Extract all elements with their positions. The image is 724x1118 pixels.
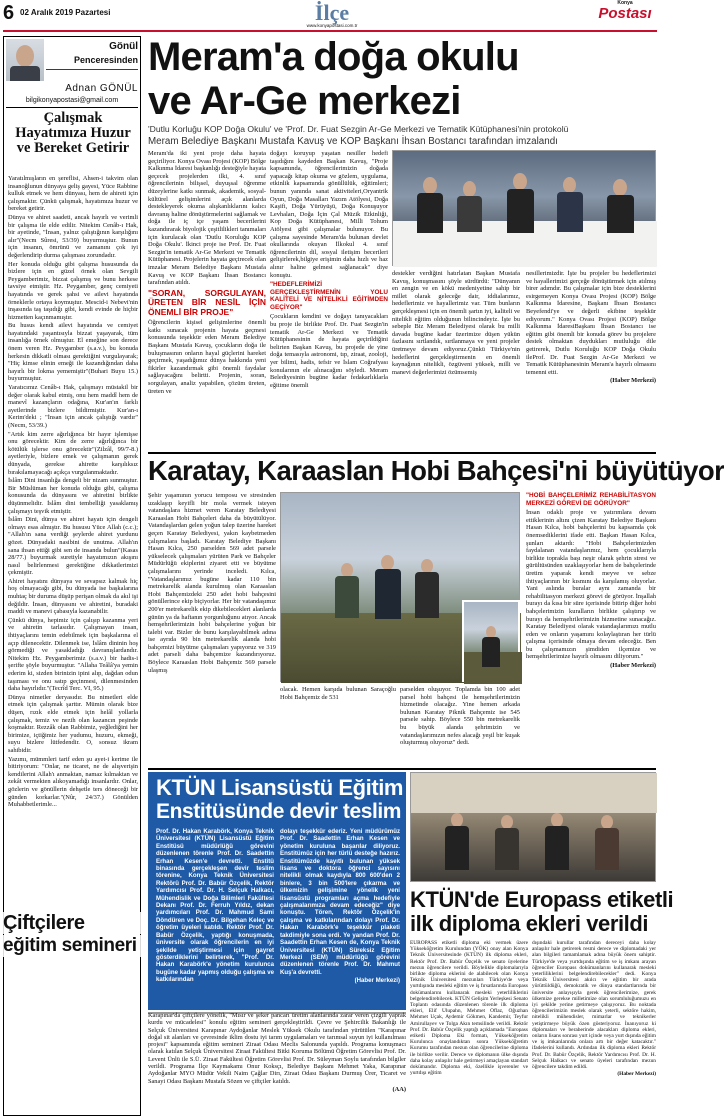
karatay-caption-col xyxy=(280,686,396,764)
brand-logo-name: Postası xyxy=(598,5,652,22)
issue-date: 02 Aralık 2019 Pazartesi xyxy=(20,8,111,17)
column-paragraph: Yaratılmışların en şereflisi, Ahsen-i takvim olan insanoğlunun dünyaya geliş gayesi, Yüce Rabbine kulluk etmek ve hem dünyası, hem de ahireti için çalışmaktır. Çünkü çalışmak, hayatımıza huzur ve bereket getirir. xyxy=(8,175,138,213)
ktun-institute-col1 xyxy=(156,828,274,1006)
meram-col1-text: Meram'da iki yeni proje daha hayata geçiriliyor. Konya Ovası Projesi (KOP) Bölge Kalkınma İdaresi başkanlığı desteğiyle hayata geçecek projelerden ilki, 4. sınıf öğrencilerinin bilişsel, duyuşsal öğrenme düzeylerine katkı sunmak, akademik, sosyal- kültürel gelişimlerini açık alanlarda destekleyerek okuma alışkanlıklarını kalıcı davranış haline dönüştürmelerini sağlamak ve doğa ile iç içe yaşam becerilerini kazandırarak biyolojik çeşitlilikleri tanımaları için kurulacak olan 'Dutlu Koruluğu KOP Doğa Okulu'. İkinci proje ise Prof. Dr. Fuat Sezgin'in tematik Ar-Ge Merkezi ve Tematik Kütüphanesi. Projelerin hayata geçirecek olan imzalar Meram Belediye Başkanı Mustafa Kavuş ve KOP Başkanı İhsan Bostancı tarafından atıldı. xyxy=(148,150,266,287)
europass-col2 xyxy=(532,940,656,1116)
columnist-name: Adnan GÖNÜL xyxy=(65,83,138,94)
seminar-headline-line2: eğitim semineri xyxy=(0,935,146,957)
meram-highlight-2: "HEDEFLERİMİZİ GERÇEKLEŞTİRMENİN YOLU KALİTELİ VE NİTELİKLİ EĞİTİMDEN GEÇİYOR" xyxy=(270,281,388,311)
brand-logo xyxy=(590,0,660,24)
seminar-byline: (AA) xyxy=(392,1085,406,1093)
karatay-side-text: İnsan odaklı proje ve yatırımlara devam ettiklerinin altını çizen Karatay Belediye Başkanı Hasan Kılca, hobi bahçelerini bu kapsamda çok önemsediklerini ifade etti. Başkan Hasan Kılca, şunları aktardı: "Hobi Bahçelerimizden faydalanan vatandaşlarımız, hem çocuklarıyla birlikte toprakla başı neşir olarak şehrin stresi ve gürültüsünden uzaklaşıyorlar hem de bahçelerinde üretim yaparak kendi meyve ve sebze ihtiyaçlarının bir kısmını da karşılamış oluyorlar. Yani aslında buralar aynı zamanda bir rehabilitasyon merkezi görevi de görüyor. İnşallah burayı da kısa bir süre içerisinde bitirip diğer hobi bahçelerimizin kuralların birlikte çalıştırıp ve burayı da hemşehrilerimizin hizmetine sunacağız. Karatay Belediyesi olarak vatandaşlarımızı mutlu eden ve onların yaşamını kolaylaştıran her türlü çalışma içerisinde olmaya devam edeceğiz. Ben bu çalışmamızın şimdiden ilçemize ve hemşehrilerimize hayırlı olmasını diliyorum." xyxy=(526,509,656,661)
karatay-headline: Karatay, Karaaslan Hobi Bahçesi'ni büyütüyor xyxy=(148,455,724,486)
column-paragraph: Dünya nimetler deryasıdır. Bu nimetleri elde etmek için çalışmak şarttır. Mümin olarak bize düşen, rızık elde etmek için helâl yollarla çalışmak, temiz ve nezih olan kazancın peşinde koşmaktır. Rezzâk olan Rabbimiz, yeğlediğini her birimize, içtiğimiz her yudumu, huzuru, ekmeği, suyu bizlere lütfedendir. O, sonsuz ikram sahibidir. xyxy=(8,693,138,754)
column-paragraph: İslâm Dini, dünya ve ahiret hayatı için dengeli olmayı esas almıştır. Bu hususu Yüce Allah (c.c.); "Allah'ın sana verdiği şeylerde ahiret yurdunu gözet. Dünyadaki nasibini de unutma. Allah'ın sana ihsan ettiği gibi sen de insanda bulun"(Kasas 28/77.) buyurmak suretiyle hayatımızın akışını nasıl belirlenmesi gerektiğine dikkatlerimizi çekmiştir. xyxy=(8,516,138,577)
section-title: İlçe xyxy=(314,0,350,25)
meram-col2-text: doğayı koruyup yaşatan nesiller hedefi taşıdığını kaydeden Başkan Kavuş, "Proje kapsamında, öğrencilerimizin doğada yapacağı kitap okuma ve gözlem, uygulama, etkinlik kapsamında gönüllülük, eğitimleri; bunun yanında sanat aktiviteleri,Oryantrik Oyun, Doğa Masalları Yazım Atölyesi, Doğa Kaşifi, Doğa Yürüyüşü, Doğa Konuşuyor Levhaları, Doğa İçin Çal Müzik Etkinliği, Kop Doğa Kütüphanesi, Milli Tohum Atölyesi gibi çalışmalar bulunuyor. Bu çalışma sayesinde Meram'da bulunan devlet okullarında okuyan İlkokul 4. sınıf öğrencilerinin dil, sosyal iletişim becerileri gelişirlerek,bilgiye erişimin daha hızlı ve haz alınır haline gelmesi sağlanacak" diye konuştu. xyxy=(270,150,388,279)
column-paragraph: "Artık kim zerre ağırlığınca bir hayır işlemişse onu görecektir. Kim de zerre ağırlığınca bir kötülük işlerse onu görecektir"(Zilzâl, 99/7-8.) ayetleriyle, bizlere emek ve çalışmanın gerek dünyada, gerekse ahirette karşılıksız bırakılamayacağı açıkça vurgulanmaktadır. xyxy=(8,430,138,476)
column-title-line1: Gönül xyxy=(109,41,138,52)
meram-col3-text: destekler verdiğini hatırlatan Başkan Mustafa Kavuş, konuşmasını şöyle sürdürdü: "Dünyanın en zengin ve en kökü medeniyetine sahip bir millet olarak geleceğe dair, iddialarımız, hedeflerimiz ve hayallerimiz var. Tüm bunların gerçekleşmesi için en önemli şartın iyi, kaliteli ve nitelikli eğitim olduğunun bilincindeyiz. İşte bu sebeple Biz Meram Belediyesi olarak bu milli davada bugüne kadar üzerimize düşen yükün fazlasını sırtlandık, sırtlanmaya ve yeni projeler üretmeye devam ediyoruz.Çünkü Türkiye'nin hedeflerini gerçekleştirmenin en önemli kaynağının nitelikli, özgüveni yüksek, milli ve manevi değerlerimizi özümsemiş xyxy=(392,270,520,376)
columnist-email: bilgikonyapostasi@gmail.com xyxy=(25,97,119,104)
europass-col1-text: EUROPASS etiketli diploma eki vermek üzere Yükseköğretim Kurulundan (YÖK) onay alan Konya Teknik Üniversitesinde (KTÜN) ilk diploma ekleri, Rektör Prof. Dr. Babür Özçelik ve senato üyelerine mezun öğrencilere verildi. Böylelikle diplomalarıyla birlikte diploma eklerini de alabilecek olan Konya Teknik Üniversitesi mezunları Türkiye'de veya yurtdışında mesleki eğitim ve iş fırsatlarında Europass dokümanlarını kullanarak mesleki yeterliliklerini belgelendirebilecek. KTÜN Gelişim Yerleşkesi Senato Toplantı odasında düzenlenen törenle ilk diploma ekleri, Elif Ulupahn, Mehmet Oflaz, Oğuzhan Mehmet Uçak, Aydemir Gökmen, Kandemir, Teyfur Amirullayev ve Tolga Akın temsilinde verildi. Rektör Prof. Dr. Babür Özçelik yaptığı açıklamada "Europass etiketli Diploma Eki formatı, Yükseköğretim Kurulunca onaylandıktan sonra Yükseköğretim Kurumu tarafından mezun olan öğrencilerine diploma ile birlikte verilir. Derece ve diplomanın ülke dışında daha kolay anlaşılır hale getirmeyi amaçlayan standart dokümandır. Diploma eki, özellikle işverenler ve yurtdışı eğitim xyxy=(410,940,528,1077)
column-paragraph: Çünkü dünya, hepimiz için çalışıp kazanma yeri ve ahiretin tarlasıdır. Çalışmayan insan, ihtiyaçlarını temin edebilmek için başkalarına el açıp dilenecektir. Dilenmek ise, İslâm dininin hoş görmediği ve yasakladığı davranışlardandır. Nitekim Hz. Peygamberimiz (s.a.v.) bir hadis-i şerifte şöyle buyurmuştur. "Allaha Teâlâ'ya yemin ederim ki, sizden birinizin ipini alıp, dağdan odun taşıması ve onu satıp geçinmesi, dilenmesinden daha hayırlıdır."(Tecrîd Terc. VI, 95.) xyxy=(8,616,138,693)
karatay-garden-photo-small xyxy=(462,600,520,682)
europass-headline-line2: ilk diploma ekleri verildi xyxy=(410,911,648,936)
meram-byline: (Haber Merkezi) xyxy=(610,377,656,385)
column-paragraph: Yaratıcımız Cenâb-ı Hak, çalışmayı müstakil bir değer olarak kabul etmiş, onu hem maddî hem de manevî kazançların odağına, Kur'an'ın farklı ayetlerinde bizlere bildirmiştir. Kur'an-ı Kerim'deki ; "İnsan için ancak çalıştığı vardır" (Necm, 53/39.) xyxy=(8,384,138,429)
ktun-institute-col2 xyxy=(280,828,400,1006)
column-paragraph: Dünya ve ahiret saadeti, ancak hayırlı ve verimli bir çalışma ile elde edilir. Nitekim Cenâb-ı Hak, bir ayetinde, "İnsan, yalnız çalıştığının karşılığını alır"(Necm Sûresi, 53/39) buyurmuştur. Bunun için insanın, ömrünü ve zamanını çok iyi değerlendirip durma çalışması zorundadır. xyxy=(8,213,138,259)
europass-byline: (Haber Merkezi) xyxy=(617,1071,656,1078)
seminar-text: Karapınar'da çiftçilere yönelik, "Mısır ve şeker pancarı üretim alanlarında zarar veren çizgili yaprak kurdu ve mücadelesi" konulu eğitim semineri gerçekleştirildi. Çevre ve Şehircilik Bakanlığı ile Selçuk Üniversitesi Karapınar Aydoğanlar Meslek Yüksek Okulu tarafından yürütülen "Karapınar doğal sit alanları ve çevresinde iklim dostu iyi tarım uygulamaları ve tarımsal suyun iyi kullanılması projesi" kapsamında eğitim semineri Ziraat Odası Meclis Salonunda yapıldı. Programa konuşmacı olarak katılan Selçuk Üniversitesi Ziraat Fakültesi Bitki Koruma Bölümü Öğretim Görevlisi Prof. Dr. Levent Ünlü ile S.Ü. Ziraat Fakültesi Öğretim Görevlisi Prof. Dr. Süleyman Soylu tarafından bilgiler verildi. Programa İlçe Kaymakamı Onur Koksçı, Belediye Başkanı Mehmet Yaka, Karapınar Aydoğanlar MYO Müdür Vekili Naim Çağlar Dirı, Ziraat Odası Başkanı Durmuş Ürer, Ticaret ve Sanayi Odası Başkanı Mustafa Sözen ve çiftçiler katıldı. xyxy=(148,1012,406,1085)
ktun-ceremony-photo xyxy=(410,772,656,882)
meram-col4 xyxy=(526,270,656,450)
meram-headline-line2: ve Ar-Ge merkezi xyxy=(148,79,461,123)
column-paragraph: Ahiret hayatını dünyaya ve sevapsız kalmak hiç hoş olmayacağı gibi, bu dünyada ise başkalarına muhtaç bir duruma düşüp perişan olmak da akıl işi değildir. İnsan, dünyasını ve ahiretini, buradaki maddi ve manevi çabasıyla kazanabilir. xyxy=(8,577,138,616)
separator-1 xyxy=(148,452,656,454)
column-body xyxy=(8,175,138,1109)
column-headline: Çalışmak Hayatımıza Huzur ve Bereket Getirir xyxy=(15,110,131,156)
page-number: 6 xyxy=(3,2,14,24)
site-url: www.konyapostasi.com.tr xyxy=(306,23,358,28)
europass-col2-text: dışındaki kurullar tarafından dereceyi daha kolay anlaşılır hale getirerek resmi derece ve diplomadaki yer alan bilgileri tamamlamak adına büyük önem sahiptir. Türkiye'de veya yurtdışında eğitim ve iş imkanı arayan öğrenciler Europass dokümanlarını kullanarak mesleki yeterliliklerini belgelendirebilecekler" dedi. Konya Teknik Üniversitesi akılcı ve eğitim bir arada yürüttüldüğü, demokratik ve dünya standartlarında bir üniversite anlayışıyla gerek öğrencilerimize, gerek ülkemize gerekse milletimize olan sorumluluğumuzu en iyi şekilde yerine getirmeye çalışıyoruz. Bu noktada öğrencilerimizin meslek olarak yeterli, sektöre hakim, nitelikli mühendisler, mimarlar ve teknikerler yetiştirmeye büyük özen gösteriyoruz. İnanıyoruz ki diplomaları ve beraberinde alacakları diploma ekleri, onların lisans sonrası yurt içinde veya yurt dışında eğitim ve iş imkanlarında onlara artı bir değer katacaktır." ifadelerini kullandı. Ardından ilk diploma ekleri Rektör Prof. Dr. Babür Özçelik, Rektör Yardımcısı Prof. Dr. H. Selçuk Halkacı ve senato üyeleri tarafından mezun öğrencilere takdim edildi. xyxy=(532,940,656,1071)
meram-col4-text: nesillerimizdir. İşte bu projeler bu hedeflerimizi ve hayallerimizi gerçeğe dönüştürmek için atılmış birer adımdır. Bu çalışmalar için bize desteklerini esirgemeyen Konya Ovası Projesi (KOP) Bölge Kalkınma İdaresine, Başkanı İhsan Bostancı Beyefendi'ye ve değerli ekibine teşekkür ediyorum." Konya Ovası Projesi (KOP) Bölge Kalkınma İdaresiBaşkanı İhsan Bostancı ise eğitim gibi önemli bir konuda görev bu projelere destek olmaktan duydukları mutluluğu dile getirerek, Dutlu Koruluğu KOP Doğa Okulu ileProf. Dr. Fuat Sezgin Ar-Ge Merkezi ve Tematik Kütüphanesinin Meram'a hayırlı olmasını temenni etti. xyxy=(526,270,656,376)
author-rule xyxy=(46,69,138,70)
meram-col1 xyxy=(148,150,266,450)
europass-headline-line1: KTÜN'de Europass etiketli xyxy=(410,887,674,912)
seminar-headline-line1: Çiftçilere xyxy=(0,912,146,934)
ktun-institute-box xyxy=(148,772,406,1010)
karatay-col3-text: parselden oluşuyor. Toplamda bin 100 adet parsel hobi bahçesi ile hemşehrilerimizin hizmetinde olacağız. Yine hemen arkada bulunan Karatay Piknik Bahçemiz ise 545 parsele sahip. Böylece 550 bin metrekarelik bu büyük alanda şehrimizin ve vatandaşlarımızın nefes alacağı yeşil bir kuşak oluşturmuş oluyoruz" dedi. xyxy=(400,686,520,747)
karatay-col1-text: Şehir yaşamının yorucu temposu ve stresinden uzaklaşıp keyifli bir mola vermek isteyen vatandaşlara hizmet veren Karatay Belediyesi Karaaslan Hobi Bahçeleri daha da büyütülüyor. Vatandaşlardan gelen yoğun talep üzerine hareket geçen Karatay Belediyesi, yakın kaybetmeden çalışmalara başladı. Karatay Belediye Başkanı Hasan Kılca, 250 parselden 569 adet parsele yükselecek çalışmaları yürüten Park ve Bahçeler Müdürlüğü ekiplerini ziyaret etti ve büyütme çalışmalarını yerinde inceledi. Kılca, "Vatandaşlarımız bugüne kadar 110 bin metrekarelik alanda kurulmuş olan Karaaslan Hobi Bahçemizdeki 250 adet hobi bahçesini gönüllerince ekip biçiyorlar. Her bir vatandaşımız 200'er metrekarelik ekip dikebilecekleri alanlarda günün ya da haftanın yorgunluğunu atıyor. Ancak hemşehrilerimizin hobi bahçelerine yoğun bir talebi var. Bizler de bunu karşılayabilmek adına ise ayrıda 90 bin metrekarelik alanda hobi bahçemizi büyütme çalışmaları yapıyoruz ve 319 adet parseli daha bahçemize kazandırıyoruz. Böylece Karaaslan Hobi Bahçemiz 569 parsele ulaşmış xyxy=(148,492,276,674)
column-paragraph: İslâm Dini insanlığa dengeli bir nizam sunmuştur. Bir Müslüman her konuda olduğu gibi, çalışma konusunda da dünyasını ve ahiretini birlikte düşünmelidir. İslâm dini tembelliği yasaklamış çalışmayı teşvik etmiştir. xyxy=(8,477,138,515)
europass-col1 xyxy=(410,940,528,1116)
seminar-body xyxy=(148,1012,406,1116)
meram-deck-line2: Meram Belediye Başkanı Mustafa Kavuş ve KOP Başkanı İhsan Bostancı tarafından imzalandı xyxy=(148,136,558,147)
column-paragraph: Yazımı, mümmleri tarif eden şu ayet-i kerime ile bitiriyorum: "Onlar, ne ticaret, ne de alışverişin kendilerini Allah'ı anmaktan, namaz kılmaktan ve zekât vermekten alıkoyamadığı insanlardır. Onlar, gözlerin ve gönüllerin dehşetle ters döneceği bir günden korkarlar."(Nûr, 24/37.) Gönülden Muhabbetlerimle... xyxy=(8,755,138,809)
ktun-institute-col2-text: dolayı teşekkür ederiz. Yeni müdürümüz Prof. Dr. Saadettin Erhan Kesen ve yönetim kuruluna başarılar diliyoruz. Enstitümüz için her türlü desteğe hazırız. Enstitümüzde kayıtlı bulunan yüksek lisans ve doktora öğrenci sayısını nitelikli olmak kaydıyla 800 600'den 2 binlere, 3 bin 500'lere çıkarma ve ülkemizin gelişimine yönelik yeni lisansüstü programları açma hedefiyle çalışmalarımıza devam edeceğiz" diye konuştu. Tören, Rektör Özçelik'in çalışma ve katkılarından dolayı Prof. Dr. Hakan Karabörk'e teşekkür plaketi takdimiyle sona erdi. Ye yandan Prof. Dr. Saadettin Erhan Kesen de, Konya Teknik Üniversitesi (KTÜN) Süreksiz Eğitim Merkezi (SEM) müdürlüğü görevini düzenlenen törenle Prof. Dr. Mahmut Kuş'a devretti. xyxy=(280,828,400,976)
ktun-institute-col1-text: Prof. Dr. Hakan Karabörk, Konya Teknik Üniversitesi (KTÜN) Lisansüstü Eğitim Enstitüsü müdürlüğü görevini düzenlenen törenle Prof. Dr. Saadettin Erhan Kesen'e devretti. Enstitü binasında gerçekleşen devir teslim törenine, Konya Teknik Üniversitesi Rektörü Prof. Dr. Babür Özçelik, Rektör Yardımcısı Prof. Dr. H. Selçuk Halkacı, Mühendislik ve Doğa Bilimleri Fakültesi Dekanı Prof. Dr. Ferruh Yıldız, dekan yardımcıları Prof. Dr. Mahmud Sami Döndüren ve Doç. Dr. Bilgehan Keleç ve öğretim üyeleri katıldı. Rektör Prof. Dr. Babür Özçelik, yaptığı konuşmada, üniversite olarak öğrencilerin en iyi şekilde yetiştirmesi için gayret gösterdiklerini belirterek, "Prof. Dr. Hakan Karabörk'e yönetim kurulunca bugüne kadar yapmış olduğu çalışma ve katkılarından xyxy=(156,828,274,984)
meram-col3 xyxy=(392,270,520,450)
meram-col2b-text: Çocukların kendini ve doğayı tanıyacakları bu proje ile birlikte Prof. Dr. Fuat Sezgin'in tematik Ar-Ge Merkezi ve Tematik Kütüphanesinin de hayata geçirildiğini belirten Başkan Kavuş, bu projede de yine doğa temasıyla astronomi, tıp, ziraat, zooloji, yer bilimi, hadis, tefsir ve İslam Coğrafyası konularının ele alınacağını söyledi. Meram Belediyesinin bugüne kadar fedakarlıklarla eğitime önemli xyxy=(270,313,388,389)
karatay-highlight: "HOBİ BAHÇELERİMİZ REHABİLİTASYON MERKEZİ GÖREVİ DE GÖRÜYOR" xyxy=(526,492,656,507)
page-header xyxy=(0,0,660,30)
email-rule xyxy=(6,107,138,108)
karatay-caption: olacak. Hemen karşıda bulunan Saraçoğlu Hobi Bahçemiz de 531 xyxy=(280,686,396,701)
meram-headline-line1: Meram'a doğa okulu xyxy=(148,35,519,79)
column-paragraph: Her konuda olduğu gibi çalışma hususunda da bizlere için en güzel örnek olan Sevgili Peygamberimiz, bizzat çalışmış ve bunu herkese tavsiye etmiştir. Hz. Peygamber, genç cemiyeti hayatında ve gerek şahsi ve ailevi hayatında örneklerle ortaya koymuştur. Mescid-i Nebevi'nin inşasında taş taşıdığı gibi, kendi evinde de hiçbir hizmetten kaçınmamıştır. xyxy=(8,260,138,321)
meram-deck-line1: 'Dutlu Korluğu KOP Doğa Okulu' ve 'Prof. Dr. Fuat Sezgin Ar-Ge Merkezi ve Tematik Kütüphanesi'nin protokolü xyxy=(148,124,569,134)
separator-2 xyxy=(148,768,656,770)
karatay-col1 xyxy=(148,492,276,764)
ktun-institute-headline-line1: KTÜN Lisansüstü Eğitim xyxy=(156,775,404,800)
karatay-side-col xyxy=(526,492,656,766)
meram-col1b-text: Öğrencilerin kişisel gelişimlerine önemli katkı sunacak projenin hayata geçmesi konusunda teşekkür eden Meram Belediye Başkanı Mustafa Kavuş, çocukların doğa ile buluşmasının onların hayal güçlerini hareket geçirmek, yaşadığımız dünya hakkında yeni fikirler kazandırmak gibi önemli faydalar sağlayacağını belirtti. Projenin, soran, sorgulayan, analiz yapabilen, çözüm üreten, üreten ve xyxy=(148,319,266,395)
brand-logo-top: Konya xyxy=(617,0,633,6)
header-rule xyxy=(3,30,657,32)
meram-highlight-1: "SORAN, SORGULAYAN, ÜRETEN BİR NESİL İÇİN ÖNEMLİ BİR PROJE" xyxy=(148,287,266,317)
ktun-institute-byline: (Haber Merkezi) xyxy=(354,977,400,985)
meram-col2 xyxy=(270,150,388,450)
column-paragraph: Bu husus kendi ailevi hayatında ve cemiyet hayatındaki yaşantısıyla bizzat yaşayarak, tüm insanlığa örnek olmuştur. El emeğine son derece önem veren Hz. Peygamber (s.a.v.), bu konuda herkesin dikkatli olması gerektiğini vurgulayarak; "Hiç kimse elinin emeği ile kazandığından daha hayırlı bir lokma yememiştir"(Buhari Buyu 15.) buyurmuştur. xyxy=(8,322,138,383)
meram-signing-photo xyxy=(392,150,656,266)
column-title-line2: Penceresinden xyxy=(73,55,138,65)
columnist-photo xyxy=(6,39,44,81)
karatay-col3 xyxy=(400,686,520,764)
karatay-byline: (Haber Merkezi) xyxy=(610,662,656,670)
ktun-institute-headline-line2: Enstitüsünde devir teslim xyxy=(156,800,402,823)
